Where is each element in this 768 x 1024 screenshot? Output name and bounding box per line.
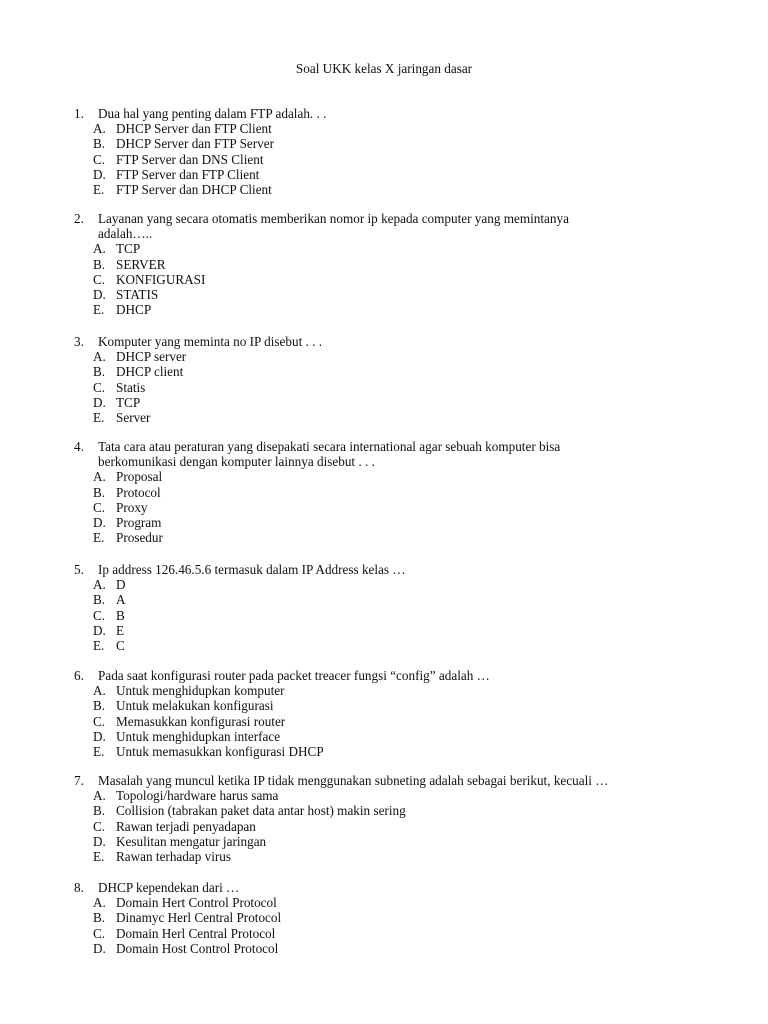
question-item (0, 106, 768, 197)
answer-option (0, 272, 768, 287)
answer-option (0, 849, 768, 864)
option-letter: E. (93, 637, 105, 653)
option-letter: D. (93, 940, 106, 956)
option-text: Untuk menghidupkan komputer (116, 683, 285, 699)
question-line (0, 880, 768, 895)
option-text: DHCP Server dan FTP Server (116, 136, 274, 152)
answer-option (0, 152, 768, 167)
answer-option (0, 926, 768, 941)
answer-option (0, 485, 768, 500)
answer-option (0, 941, 768, 956)
option-letter: D. (93, 514, 106, 530)
option-letter: B. (93, 592, 106, 608)
answer-option (0, 803, 768, 818)
option-text: FTP Server dan FTP Client (116, 166, 260, 182)
option-text: Proxy (116, 499, 148, 515)
answer-option (0, 729, 768, 744)
option-text: DHCP client (116, 364, 184, 380)
option-letter: C. (93, 271, 106, 287)
answer-option (0, 895, 768, 910)
question-line-continuation (0, 454, 768, 469)
question-item (0, 668, 768, 759)
answer-option (0, 592, 768, 607)
question-line (0, 106, 768, 121)
question-number: 6. (74, 668, 84, 683)
question-text: DHCP kependekan dari … (98, 880, 240, 895)
question-text: berkomunikasi dengan komputer lainnya disebut . . . (98, 454, 375, 470)
answer-option (0, 182, 768, 197)
option-letter: D. (93, 833, 106, 849)
option-text: E (116, 622, 125, 638)
answer-option (0, 349, 768, 364)
answer-option (0, 302, 768, 317)
question-number: 2. (74, 211, 84, 226)
question-line (0, 668, 768, 683)
answer-option (0, 834, 768, 849)
question-number: 4. (74, 439, 84, 454)
option-letter: B. (93, 256, 106, 272)
answer-option (0, 638, 768, 653)
option-letter: C. (93, 151, 106, 167)
answer-option (0, 788, 768, 803)
answer-option (0, 515, 768, 530)
option-letter: C. (93, 713, 106, 729)
option-text: Proposal (116, 469, 163, 485)
option-text: SERVER (116, 256, 166, 272)
option-letter: A. (93, 895, 106, 911)
option-letter: C. (93, 499, 106, 515)
question-text: Masalah yang muncul ketika IP tidak menggunakan subneting adalah sebagai berikut, kecuali … (98, 773, 609, 788)
option-text: C (116, 637, 125, 653)
question-line (0, 773, 768, 788)
answer-option (0, 623, 768, 638)
answer-option (0, 744, 768, 759)
option-text: DHCP server (116, 349, 187, 365)
question-line (0, 211, 768, 226)
question-item (0, 211, 768, 317)
question-line (0, 439, 768, 454)
question-number: 5. (74, 562, 84, 577)
option-text: D (116, 577, 126, 593)
option-letter: B. (93, 698, 106, 714)
answer-option (0, 380, 768, 395)
option-letter: C. (93, 379, 106, 395)
answer-option (0, 257, 768, 272)
option-letter: A. (93, 469, 106, 485)
question-line-continuation (0, 226, 768, 241)
question-line (0, 562, 768, 577)
option-text: DHCP (116, 302, 152, 318)
option-text: KONFIGURASI (116, 271, 206, 287)
option-letter: D. (93, 166, 106, 182)
question-item (0, 562, 768, 653)
option-letter: B. (93, 136, 106, 152)
option-text: STATIS (116, 286, 159, 302)
option-text: Kesulitan mengatur jaringan (116, 833, 267, 849)
option-letter: A. (93, 241, 106, 257)
option-letter: D. (93, 728, 106, 744)
answer-option (0, 287, 768, 302)
option-text: DHCP Server dan FTP Client (116, 121, 272, 137)
option-letter: B. (93, 364, 106, 380)
option-text: FTP Server dan DHCP Client (116, 181, 272, 197)
option-letter: B. (93, 910, 106, 926)
question-item (0, 334, 768, 425)
option-text: TCP (116, 394, 141, 410)
question-text: Pada saat konfigurasi router pada packet treacer fungsi “config” adalah … (98, 668, 490, 683)
answer-option (0, 121, 768, 136)
question-item (0, 773, 768, 864)
question-number: 7. (74, 773, 84, 788)
answer-option (0, 910, 768, 925)
question-text: Tata cara atau peraturan yang disepakati secara international agar sebuah komputer bisa (98, 439, 561, 454)
question-text: adalah….. (98, 226, 153, 242)
option-text: Server (116, 409, 151, 425)
option-text: A (116, 592, 126, 608)
option-letter: E. (93, 302, 105, 318)
answer-option (0, 714, 768, 729)
option-text: B (116, 607, 125, 623)
answer-option (0, 469, 768, 484)
answer-option (0, 500, 768, 515)
question-text: Komputer yang meminta no IP disebut . . . (98, 334, 323, 349)
option-letter: E. (93, 530, 105, 546)
option-letter: B. (93, 484, 106, 500)
option-text: FTP Server dan DNS Client (116, 151, 264, 167)
option-text: Untuk melakukan konfigurasi (116, 698, 274, 714)
option-text: Untuk memasukkan konfigurasi DHCP (116, 743, 324, 759)
page-title: Soal UKK kelas X jaringan dasar (295, 61, 473, 76)
question-number: 1. (74, 106, 84, 121)
option-letter: C. (93, 607, 106, 623)
option-letter: D. (93, 286, 106, 302)
answer-option (0, 530, 768, 545)
option-text: Program (116, 514, 162, 530)
answer-option (0, 395, 768, 410)
option-letter: D. (93, 622, 106, 638)
option-letter: E. (93, 409, 105, 425)
option-text: Protocol (116, 484, 161, 500)
option-text: Topologi/hardware harus sama (116, 788, 279, 804)
answer-option (0, 683, 768, 698)
question-number: 8. (74, 880, 84, 895)
option-letter: A. (93, 683, 106, 699)
option-letter: A. (93, 788, 106, 804)
option-letter: D. (93, 394, 106, 410)
question-item (0, 439, 768, 545)
question-text: Dua hal yang penting dalam FTP adalah. . . (98, 106, 327, 121)
answer-option (0, 410, 768, 425)
option-letter: C. (93, 925, 106, 941)
question-text: Layanan yang secara otomatis memberikan nomor ip kepada computer yang memintanya (98, 211, 569, 226)
answer-option (0, 241, 768, 256)
answer-option (0, 608, 768, 623)
option-text: Rawan terhadap virus (116, 848, 231, 864)
option-text: Statis (116, 379, 146, 395)
option-letter: A. (93, 349, 106, 365)
answer-option (0, 577, 768, 592)
option-letter: A. (93, 577, 106, 593)
question-item (0, 880, 768, 956)
answer-option (0, 136, 768, 151)
option-letter: E. (93, 848, 105, 864)
option-letter: A. (93, 121, 106, 137)
question-text: Ip address 126.46.5.6 termasuk dalam IP Address kelas … (98, 562, 406, 577)
option-text: Rawan terjadi penyadapan (116, 818, 256, 834)
answer-option (0, 364, 768, 379)
option-text: Prosedur (116, 530, 163, 546)
option-text: Dinamyc Herl Central Protocol (116, 910, 282, 926)
answer-option (0, 167, 768, 182)
question-number: 3. (74, 334, 84, 349)
option-letter: E. (93, 181, 105, 197)
option-text: Domain Host Control Protocol (116, 940, 279, 956)
option-text: Untuk menghidupkan interface (116, 728, 281, 744)
option-text: TCP (116, 241, 141, 257)
option-text: Memasukkan konfigurasi router (116, 713, 286, 729)
option-letter: B. (93, 803, 106, 819)
option-letter: E. (93, 743, 105, 759)
option-letter: C. (93, 818, 106, 834)
answer-option (0, 819, 768, 834)
option-text: Collision (tabrakan paket data antar host) makin sering (116, 803, 406, 819)
answer-option (0, 698, 768, 713)
question-line (0, 334, 768, 349)
option-text: Domain Herl Central Protocol (116, 925, 276, 941)
option-text: Domain Hert Control Protocol (116, 895, 277, 911)
